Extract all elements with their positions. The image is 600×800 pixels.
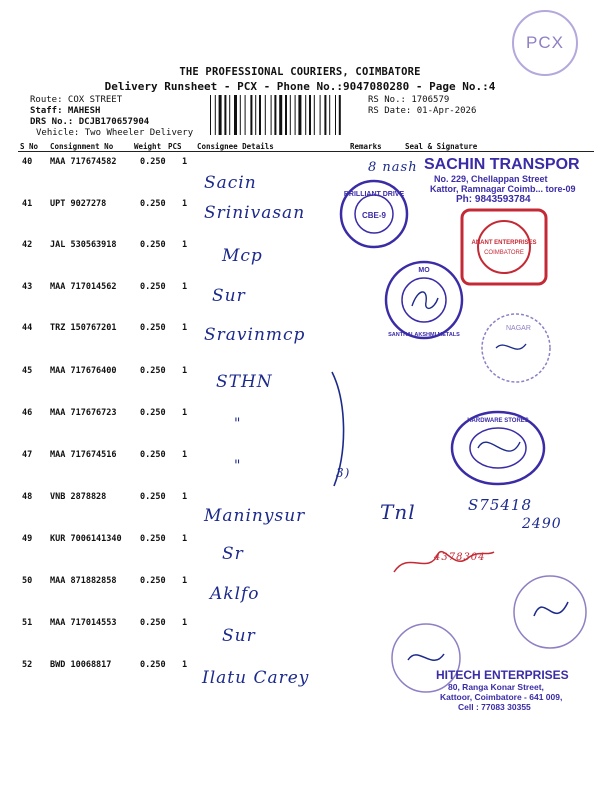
barcode-bar	[295, 95, 296, 135]
row-consignment: VNB 2878828	[50, 492, 107, 502]
document-title: THE PROFESSIONAL COURIERS, COIMBATORE	[179, 66, 421, 78]
signature-row48-number: S75418	[468, 496, 532, 514]
row-consignment: BWD 10068817	[50, 660, 112, 670]
barcode-bar	[279, 95, 282, 135]
row-weight: 0.250	[140, 660, 166, 670]
barcode-bar	[229, 95, 230, 135]
staff-label: Staff: MAHESH	[30, 106, 101, 116]
row-consignment: KUR 7006141340	[50, 534, 122, 544]
row-pcs: 1	[182, 618, 188, 628]
row-sno: 40	[22, 157, 33, 167]
nagar-stamp	[476, 308, 556, 388]
row-consignment: MAA 717014562	[50, 282, 117, 292]
barcode-bar	[210, 95, 211, 135]
col-weight: Weight	[134, 142, 162, 151]
nagar-stamp-text: NAGAR	[506, 325, 531, 332]
circular-stamp-row50	[510, 572, 590, 652]
barcode-bar	[271, 95, 272, 135]
barcode-bar	[245, 95, 246, 135]
row-consignment: MAA 717676400	[50, 366, 117, 376]
table-row	[0, 534, 600, 576]
row-weight: 0.250	[140, 366, 166, 376]
row-handwritten-name: "	[234, 416, 242, 432]
barcode-bar	[274, 95, 276, 135]
barcode-bar	[298, 95, 301, 135]
hardware-stores-stamp	[448, 408, 548, 488]
sachin-stamp-line3: Ph: 9843593784	[456, 194, 531, 205]
barcode-bar	[305, 95, 306, 135]
brilliant-stamp-name: BRILLIANT DRIVE	[343, 191, 405, 198]
row-sno: 41	[22, 199, 33, 209]
row-sno: 43	[22, 282, 33, 292]
col-seal: Seal & Signature	[405, 142, 478, 151]
document-subtitle: Delivery Runsheet - PCX - Phone No.:9047080280 - Page No.:4	[104, 80, 496, 93]
row-sno: 44	[22, 323, 33, 333]
sachin-stamp-line1: No. 229, Chellappan Street	[434, 174, 548, 184]
anant-enterprises-stamp	[458, 206, 550, 288]
barcode	[208, 95, 366, 139]
row-consignment: MAA 717676723	[50, 408, 117, 418]
hitech-stamp-name: HITECH ENTERPRISES	[436, 668, 569, 682]
row-consignment: MAA 717014553	[50, 618, 117, 628]
row-pcs: 1	[182, 282, 188, 292]
row-weight: 0.250	[140, 199, 166, 209]
hitech-stamp-line2: Kattoor, Coimbatore - 641 009,	[440, 692, 563, 702]
hitech-enterprises-stamp	[436, 668, 596, 712]
barcode-bar	[259, 95, 261, 135]
row-sno: 45	[22, 366, 33, 376]
santhalakshmi-stamp-code: MO	[418, 267, 430, 274]
barcode-bar	[309, 95, 311, 135]
col-pcs: PCS	[168, 142, 182, 151]
row-weight: 0.250	[140, 408, 166, 418]
barcode-bar	[285, 95, 287, 135]
row-pcs: 1	[182, 660, 188, 670]
row-weight: 0.250	[140, 282, 166, 292]
row-handwritten-name: Ilatu Carey	[202, 668, 310, 688]
barcode-bar	[255, 95, 256, 135]
pcx-stamp-text: PCX	[526, 33, 564, 52]
route-label: Route: COX STREET	[30, 95, 123, 105]
header-rule	[18, 151, 594, 152]
row-sno: 47	[22, 450, 33, 460]
row-consignment: MAA 717674516	[50, 450, 117, 460]
rs-number: RS No.: 1706579	[368, 95, 450, 105]
signature-row48-number2: 2490	[522, 516, 562, 532]
barcode-bar	[335, 95, 336, 135]
row-handwritten-name: Sravinmcp	[204, 325, 306, 345]
barcode-bar	[234, 95, 237, 135]
brilliant-drive-stamp	[338, 178, 410, 250]
barcode-bar	[339, 95, 341, 135]
row-handwritten-name: STHN	[216, 372, 273, 392]
row-pcs: 1	[182, 240, 188, 250]
barcode-bar	[250, 95, 252, 135]
row-pcs: 1	[182, 534, 188, 544]
row-sno: 52	[22, 660, 33, 670]
row-sno: 48	[22, 492, 33, 502]
rs-date: RS Date: 01-Apr-2026	[368, 106, 477, 116]
barcode-bar	[219, 95, 222, 135]
barcode-bar	[290, 95, 291, 135]
hitech-stamp-line1: 80, Ranga Konar Street,	[448, 682, 544, 692]
col-sno: S No	[20, 142, 39, 151]
sachin-transport-stamp	[424, 156, 600, 205]
row-weight: 0.250	[140, 576, 166, 586]
row-consignment: JAL 530563918	[50, 240, 117, 250]
barcode-bar	[265, 95, 266, 135]
row-pcs: 1	[182, 323, 188, 333]
barcode-bar	[215, 95, 216, 135]
row-handwritten-name: Srinivasan	[204, 203, 306, 223]
barcode-bar	[329, 95, 330, 135]
hardware-stamp-name: HARDWARE STORES	[467, 418, 529, 424]
row-sno: 46	[22, 408, 33, 418]
row-weight: 0.250	[140, 450, 166, 460]
anant-stamp-name: ANANT ENTERPRISES	[471, 240, 537, 246]
row-weight: 0.250	[140, 157, 166, 167]
santhalakshmi-metals-stamp	[382, 258, 466, 342]
row-handwritten-name: "	[234, 458, 242, 474]
hitech-stamp-line3: Cell : 77083 30355	[458, 702, 531, 712]
row-pcs: 1	[182, 492, 188, 502]
row-handwritten-name: Mcp	[222, 246, 263, 266]
row-handwritten-name: Aklfo	[210, 584, 260, 604]
row-pcs: 1	[182, 576, 188, 586]
row-pcs: 1	[182, 199, 188, 209]
row-consignment: TRZ 150767201	[50, 323, 117, 333]
barcode-bar	[224, 95, 226, 135]
row-consignment: UPT 9027278	[50, 199, 107, 209]
row-weight: 0.250	[140, 618, 166, 628]
row-weight: 0.250	[140, 240, 166, 250]
row-sno: 50	[22, 576, 33, 586]
row-sno: 49	[22, 534, 33, 544]
row-weight: 0.250	[140, 323, 166, 333]
red-signature-number: 4378304	[434, 552, 486, 563]
row-handwritten-name: Sr	[222, 544, 244, 564]
barcode-bar	[314, 95, 315, 135]
barcode-bar	[240, 95, 241, 135]
barcode-bar	[320, 95, 321, 135]
sachin-stamp-line2: Kattor, Ramnagar Coimb... tore-09	[430, 184, 576, 194]
row-pcs: 1	[182, 366, 188, 376]
row-pcs: 1	[182, 450, 188, 460]
row-handwritten-name: Sur	[212, 286, 246, 306]
row-consignment: MAA 717674582	[50, 157, 117, 167]
row-sno: 51	[22, 618, 33, 628]
drs-label: DRS No.: DCJB170657904	[30, 117, 150, 127]
row-pcs: 1	[182, 408, 188, 418]
col-consignee: Consignee Details	[197, 142, 274, 151]
row-weight: 0.250	[140, 492, 166, 502]
signature-row48-mark: Tnl	[380, 500, 416, 524]
row-handwritten-name: Maninysur	[204, 506, 306, 526]
sachin-stamp-name: SACHIN TRANSPOR	[424, 156, 580, 173]
handwritten-bracket-count: 3)	[336, 466, 351, 480]
col-consignment: Consignment No	[50, 142, 114, 151]
brilliant-stamp-city: CBE-9	[361, 211, 387, 220]
barcode-bar	[324, 95, 326, 135]
row-weight: 0.250	[140, 534, 166, 544]
col-remarks: Remarks	[350, 142, 382, 151]
santhalakshmi-stamp-name: SANTHALAKSHMI METALS	[388, 332, 460, 338]
row-sno: 42	[22, 240, 33, 250]
row-handwritten-name: Sur	[222, 626, 256, 646]
anant-stamp-city: COIMBATORE	[484, 250, 524, 256]
row-pcs: 1	[182, 157, 188, 167]
row-consignment: MAA 871882858	[50, 576, 117, 586]
row-handwritten-name: Sacin	[204, 173, 257, 193]
signature-row40: 8 nash	[368, 160, 418, 175]
vehicle-label: Vehicle: Two Wheeler Delivery	[36, 128, 194, 138]
